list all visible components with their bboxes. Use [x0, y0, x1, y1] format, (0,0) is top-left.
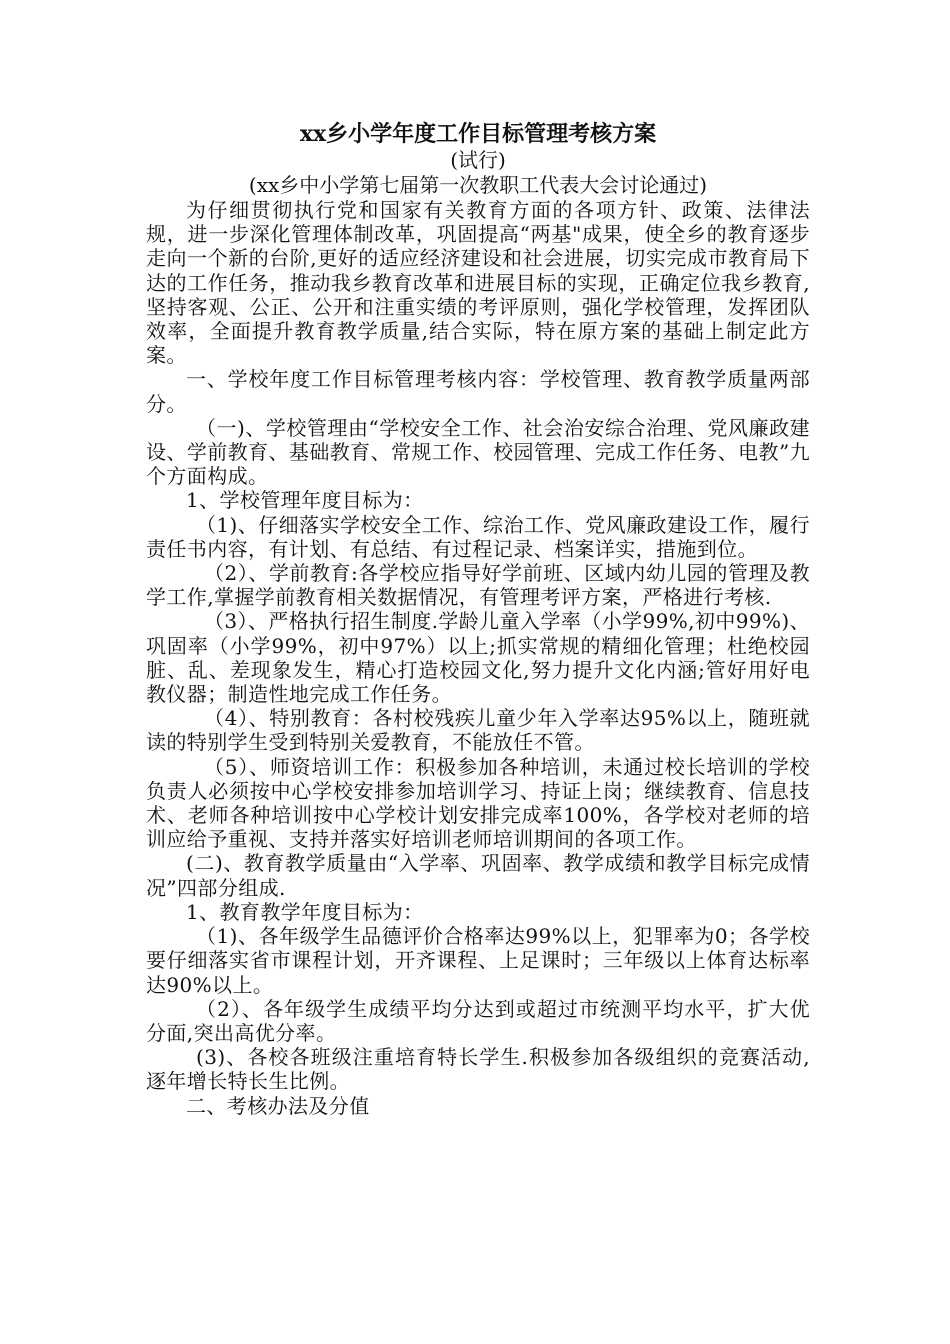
section-heading-2: 二、考核办法及分值 — [186, 1093, 370, 1118]
teaching-goals-heading: 1、教育教学年度目标为： — [186, 899, 424, 924]
document-body — [146, 120, 810, 1118]
intro-paragraph: 为仔细贯彻执行党和国家有关教育方面的各项方针、政策、法律法规，进一步深化管理体制改革，巩固提高“两基"成果，使全乡的教育逐步走向一个新的台阶,更好的适应经济建设和社会进展，切实完成市教育局下达的工作任务，推动我乡教育改革和进展目标的实现，正确定位我乡教育,坚持客观、公正、公开和注重实绩的考评原则，强化学校管理，发挥团队效率，全面提升教育教学质量,结合实际，特在原方案的基础上制定此方案。 — [146, 198, 810, 368]
goal-item-4: （4）、特别教育：各村校残疾儿童少年入学率达95%以上，随班就读的特别学生受到特别关爱教育，不能放任不管。 — [146, 706, 810, 755]
goal-item-3: （3）、严格执行招生制度.学龄儿童入学率（小学99%,初中99%)、巩固率（小学99%，初中97%）以上;抓实常规的精细化管理；杜绝校园脏、乱、差现象发生，精心打造校园文化,努力提升文化内涵;管好用好电教仪器；制造性地完成工作任务。 — [146, 609, 810, 707]
teaching-item-3: (3)、各校各班级注重培育特长学生.积极参加各级组织的竞赛活动,逐年增长特长生比例。 — [146, 1045, 810, 1094]
document-title: xx乡小学年度工作目标管理考核方案 — [299, 121, 657, 147]
teaching-item-1: （1)、各年级学生品德评价合格率达99%以上，犯罪率为0；各学校要仔细落实省市课程计划，开齐课程、上足课时；三年级以上体育达标率达90%以上。 — [146, 924, 810, 997]
document-subtitle: (试行) — [450, 148, 506, 172]
approval-note: (xx乡中小学第七届第一次教职工代表大会讨论通过) — [248, 173, 708, 197]
goal-item-2: （2）、学前教育:各学校应指导好学前班、区域内幼儿园的管理及教学工作,掌握学前教育相关数据情况，有管理考评方案，严格进行考核. — [146, 561, 810, 610]
goal-item-5: （5）、师资培训工作：积极参加各种培训，未通过校长培训的学校负责人必须按中心学校安排参加培训学习、持证上岗；继续教育、信息技术、老师各种培训按中心学校计划安排完成率100%，各学校对老师的培训应给予重视、支持并落实好培训老师培训期间的各项工作。 — [146, 754, 810, 852]
goal-item-1: （1)、仔细落实学校安全工作、综治工作、党风廉政建设工作，履行责任书内容，有计划、有总结、有过程记录、档案详实，措施到位。 — [146, 512, 810, 561]
section-heading-1: 一、学校年度工作目标管理考核内容：学校管理、教育教学质量两部分。 — [146, 367, 810, 416]
subsection-teaching-quality: (二)、教育教学质量由“入学率、巩固率、教学成绩和教学目标完成情况”四部分组成. — [146, 851, 810, 900]
subsection-school-management: （一)、学校管理由“学校安全工作、社会治安综合治理、党风廉政建设、学前教育、基础教育、常规工作、校园管理、完成工作任务、电教”九个方面构成。 — [146, 415, 810, 489]
teaching-item-2: （2）、各年级学生成绩平均分达到或超过市统测平均水平，扩大优分面,突出高优分率。 — [146, 996, 810, 1045]
school-goals-heading: 1、学校管理年度目标为： — [186, 488, 424, 513]
